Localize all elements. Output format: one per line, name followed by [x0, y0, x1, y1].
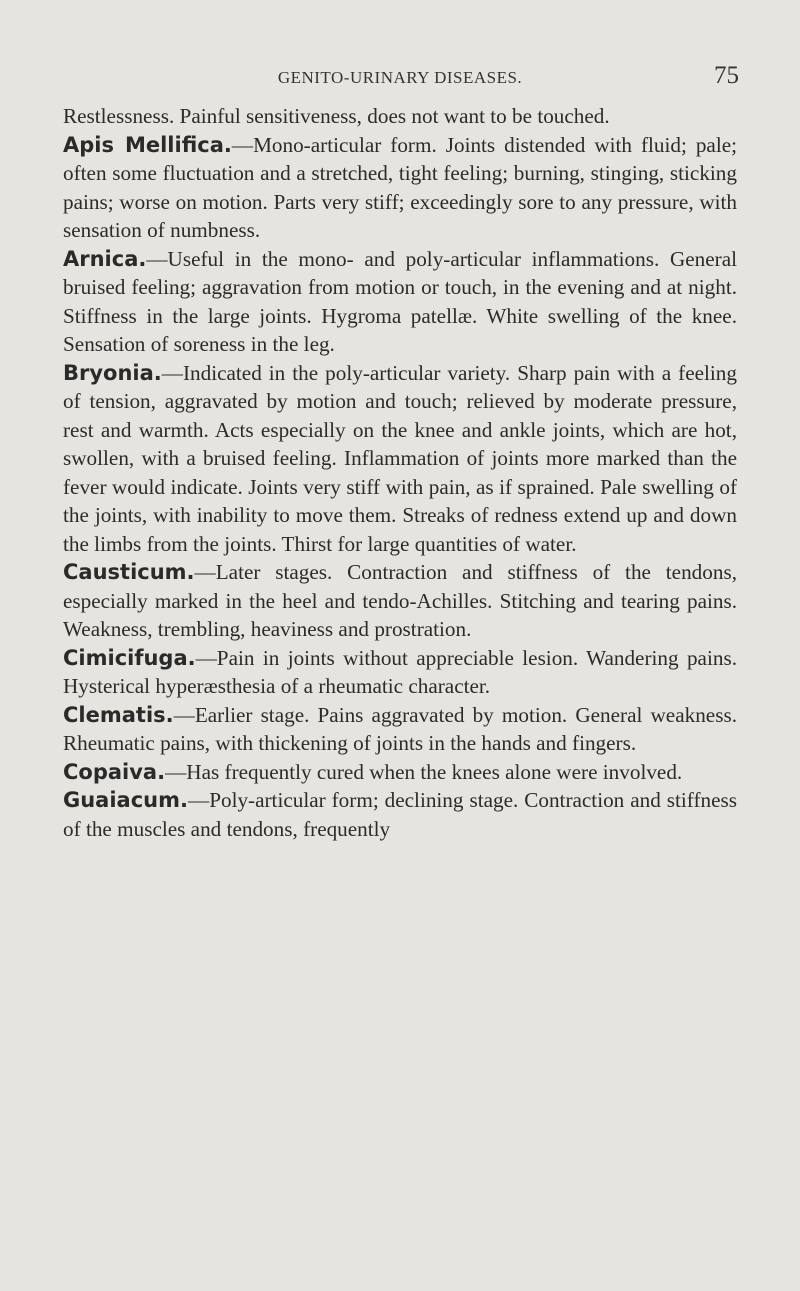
- remedy-description: —Indicated in the poly-articular variety. Sharp pain with a feeling of tension, aggravated by motion and touch; relieved by moderate pressure, rest and warmth. Acts especially on the knee and ankle joints, which are hot, swollen, with a bruised feeling. Inflammation of joints more marked than the fever would indicate. Joints very stiff with pain, as if sprained. Pale swelling of the joints, with inability to move them. Streaks of redness extend up and down the limbs from the joints. Thirst for large quantities of water.: [63, 360, 737, 556]
- remedy-entry-arnica: [63, 245, 737, 359]
- remedy-entry-apis: [63, 131, 737, 245]
- running-title: GENITO-URINARY DISEASES.: [277, 68, 523, 87]
- remedy-name: Apis Mellifica.: [63, 132, 232, 157]
- remedy-description: —Mono-articular form. Joints distended with fluid; pale; often some fluctuation and a stretched, tight feeling; burning, stinging, sticking pains; worse on motion. Parts very stiff; exceedingly sore to any pressure, with sensation of numbness.: [63, 132, 737, 242]
- remedy-name: Causticum.: [63, 560, 195, 584]
- remedy-name: Guaiacum.: [63, 788, 188, 812]
- remedy-entry-guaiacum: [63, 786, 737, 843]
- book-page: [63, 60, 737, 843]
- body-text: [63, 102, 737, 843]
- remedy-description: —Has frequently cured when the knees alone were involved.: [165, 759, 683, 784]
- remedy-description: —Pain in joints without appreciable lesion. Wandering pains. Hysterical hyperæsthesia of a rheumatic character.: [63, 645, 737, 698]
- remedy-name: Cimicifuga.: [63, 645, 196, 670]
- remedy-description: —Earlier stage. Pains aggravated by motion. General weakness. Rheumatic pains, with thickening of joints in the hands and fingers.: [63, 702, 737, 755]
- running-head: [63, 60, 737, 100]
- remedy-description: —Later stages. Contraction and stiffness of the tendons, especially marked in the heel and tendo-Achilles. Stitching and tearing pains. Weakness, trembling, heaviness and prostration.: [63, 560, 737, 641]
- page-number: 75: [714, 62, 739, 89]
- intro-paragraph: Restlessness. Painful sensitiveness, does not want to be touched.: [63, 104, 610, 128]
- remedy-entry-causticum: [63, 558, 737, 644]
- remedy-name: Copaiva.: [63, 759, 166, 784]
- remedy-name: Clematis.: [63, 702, 174, 727]
- remedy-description: —Poly-articular form; declining stage. Contraction and stiffness of the muscles and tendons, frequently: [63, 788, 737, 841]
- remedy-entry-cimicifuga: [63, 644, 737, 701]
- remedy-name: Bryonia.: [63, 360, 162, 385]
- remedy-entry-copaiva: [63, 758, 737, 787]
- remedy-description: —Useful in the mono- and poly-articular inflammations. General bruised feeling; aggravation from motion or touch, in the evening and at night. Stiffness in the large joints. Hygroma patellæ. White swelling of the knee. Sensation of soreness in the leg.: [63, 246, 737, 356]
- remedy-entry-clematis: [63, 701, 737, 758]
- remedy-entry-bryonia: [63, 359, 737, 559]
- remedy-name: Arnica.: [63, 246, 147, 271]
